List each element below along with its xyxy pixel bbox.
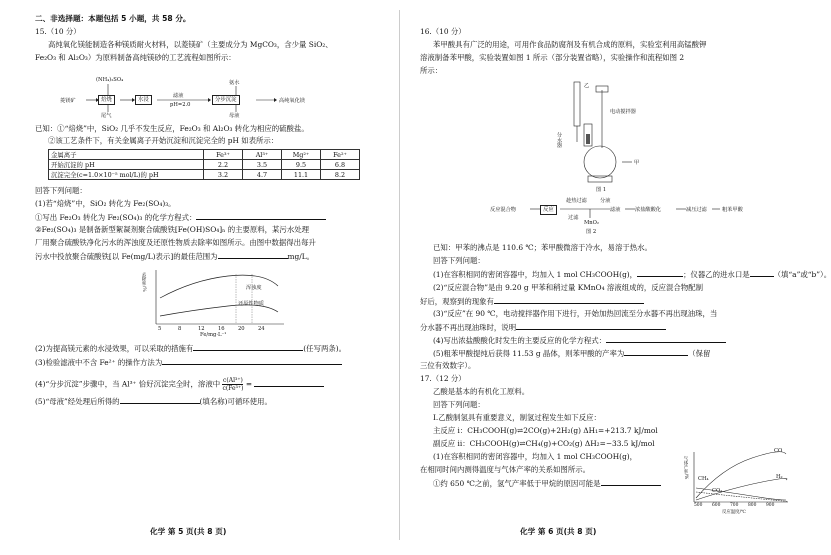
q15-part-2 [35, 343, 346, 353]
q17-part-1b: 在相同时间内测得温度与气体产率的关系如图所示。 [420, 465, 590, 474]
q16-number: 16.（10 分） [420, 27, 466, 36]
q15-part-4-equals: = [245, 379, 253, 389]
q16-part-3b [420, 322, 666, 332]
answer-blank[interactable] [516, 322, 666, 330]
gas-yield-chart [682, 448, 792, 516]
co2-curve [696, 492, 787, 501]
label-stirrer: 电动搅拌器 [610, 109, 636, 115]
flow-filtrate: 滤液 [173, 93, 184, 99]
q15-part-1b-line-3 [35, 251, 314, 261]
q15-intro-line-2: Fe₂O₃ 和 Al₂O₃）为原料制备高纯镁砂的工艺流程如图所示： [35, 53, 236, 62]
label-a-flask: 甲 [634, 160, 640, 166]
chart17-x-tick: 600 [712, 503, 721, 508]
answer-blank[interactable] [606, 335, 726, 343]
process-flow-diagram [60, 78, 380, 120]
procedure-flow-diagram [490, 196, 790, 236]
answer-blank[interactable] [750, 269, 774, 277]
q16-intro-line-3: 所示： [420, 66, 443, 75]
table-header-row [49, 150, 360, 160]
table-cell: Fe³⁺ [204, 150, 243, 160]
figure-2-caption: 图 2 [586, 229, 597, 235]
q15-part-1a-text: ①写出 Fe₂O₃ 转化为 Fe₂(SO₄)₃ 的化学方程式： [35, 213, 197, 222]
chart-y-label: 去除率/% [141, 272, 146, 292]
flow-step-acidify: 浓盐酸酸化 [635, 207, 661, 213]
flow-start: 反应混合物 [490, 207, 516, 213]
q16-known: 已知：甲苯的沸点是 110.6 ℃；苯甲酸微溶于冷水，易溶于热水。 [433, 243, 652, 252]
q17-section-1: Ⅰ.乙酸制氢具有重要意义，制氢过程发生如下反应： [433, 413, 601, 422]
q15-part-1b-unit: mg/L。 [287, 252, 315, 261]
flow-step-roast: 焙烧 [98, 95, 115, 105]
flow-above-separate: 分液 [600, 198, 611, 204]
flow-product: 高纯氧化镁 [279, 98, 305, 104]
flow-step-filter: 过滤 [568, 215, 579, 221]
q17-reaction-2: 副反应 ii：CH₃COOH(g)⇌CH₄(g)+CO₂(g) ΔH₂=−33.5 kJ/mol [433, 439, 655, 448]
q16-part-1-text: (1)在容积相同的密闭容器中，均加入 1 mol CH₃COOH(g)， [433, 270, 638, 279]
ph-table [48, 149, 360, 180]
answer-blank[interactable] [196, 212, 326, 220]
apparatus-drawing [550, 76, 670, 194]
chart-x-label: Fe/mg·L⁻¹ [200, 332, 227, 338]
table-cell: 11.1 [282, 170, 321, 180]
table-cell: Fe²⁺ [321, 150, 360, 160]
table-cell: Mg²⁺ [282, 150, 321, 160]
page-footer: 化学 第 6 页(共 8 页) [520, 527, 597, 536]
q16-part-5b: 三位有效数字）。 [420, 361, 476, 370]
fraction-denominator: c(Fe³⁺) [222, 385, 244, 392]
answer-blank[interactable] [162, 357, 342, 365]
known-2: ②该工艺条件下，有关金属离子开始沉淀和沉淀完全的 pH 如表所示： [48, 136, 279, 145]
q15-part-5-tail: (填名称)可循环使用。 [199, 397, 272, 406]
table-cell: 9.5 [282, 160, 321, 170]
q16-part-1 [433, 269, 831, 279]
ch4-curve [696, 488, 786, 500]
q16-part-4 [433, 335, 726, 345]
q16-intro-line-2: 溶液制备苯甲酸，实验装置如图 1 所示（部分装置省略），实验操作和流程如图 2 [420, 53, 685, 62]
q17-intro: 乙酸是基本的有机化工原料。 [433, 387, 530, 396]
flow-above-hot-filter: 趁热过滤 [566, 198, 587, 204]
figure-1-caption: 图 1 [596, 187, 607, 193]
flow-tail-gas: 尾气 [101, 113, 112, 119]
chart-legend-turbidity: 浑浊度 [246, 285, 262, 291]
flow-raw-material: 菱镁矿 [60, 98, 76, 104]
answer-blank[interactable] [120, 396, 200, 404]
q16-part-1-tail: （填“a”或“b”）。 [773, 270, 831, 279]
q16-part-4-text: (4)写出浓盐酸酸化时发生的主要反应的化学方程式： [433, 336, 607, 345]
flow-filtrate-ph: pH=2.0 [170, 102, 191, 108]
q15-part-4-text: (4)“分步沉淀”步骤中，当 Al³⁺ 恰好沉淀完全时，溶液中 [35, 379, 221, 389]
label-water-separator: 分水器 [556, 132, 562, 148]
flow-step-react: 反应 [540, 205, 557, 215]
known-1: 已知：①“焙烧”中，SiO₂ 几乎不发生反应，Fe₂O₃ 和 Al₂O₃ 转化为相应的硫酸盐。 [35, 124, 309, 133]
q15-part-1b-line-2: 厂用聚合硫酸铁净化污水的浑浊度及还原性物质去除率如图所示。由图中数据得出每升 [35, 238, 316, 247]
chart-x-tick: 24 [258, 326, 265, 332]
q16-part-3: (3)“反应”在 90 ℃，电动搅拌器作用下进行，开始加热回流至分水器不再出现油珠，当 [433, 309, 718, 318]
chart17-x-tick: 500 [694, 503, 703, 508]
q15-part-3-text: (3)检验滤液中不含 Fe²⁺ 的操作方法为 [35, 358, 163, 367]
flow-step-crude-acid: 粗苯甲酸 [722, 207, 743, 213]
chart-x-tick: 12 [198, 326, 205, 332]
page-5 [0, 0, 400, 555]
table-cell: 3.5 [243, 160, 282, 170]
chart17-series-co2: CO₂ [712, 488, 723, 494]
table-cell: 6.8 [321, 160, 360, 170]
q17-part-1c-text: ①约 650 ℃之前，氢气产率低于甲烷的原因可能是 [433, 479, 601, 488]
answer-blank[interactable] [218, 251, 288, 259]
answer-blank[interactable] [193, 343, 303, 351]
chart-x-tick: 5 [158, 326, 162, 332]
answer-blank[interactable] [637, 269, 683, 277]
q15-part-4 [35, 377, 324, 392]
table-cell: 2.2 [204, 160, 243, 170]
chart17-x-label: 反应温度/℃ [722, 510, 746, 515]
chart-x-tick: 8 [178, 326, 182, 332]
flow-step-filtrate: 滤液 [610, 207, 621, 213]
answer-blank[interactable] [601, 478, 661, 486]
chart17-series-co: CO [774, 448, 783, 454]
chart-x-tick: 20 [238, 326, 245, 332]
fraction-numerator: c(Al³⁺) [223, 377, 243, 384]
table-cell: 4.7 [243, 170, 282, 180]
flow-step-leach: 水浸 [135, 95, 152, 105]
answer-blank[interactable] [254, 379, 324, 387]
q16-prompt: 回答下列问题： [433, 256, 485, 265]
flow-step-vacuum-filter: 减压过滤 [686, 207, 707, 213]
chart17-y-label: 气体产率/% [683, 456, 688, 480]
table-row [49, 160, 360, 170]
q15-intro-line-1: 高纯氧化镁能制造各种镁质耐火材料，以菱镁矿（主要成分为 MgCO₃，含少量 SiO₂、 [48, 40, 333, 49]
answer-blank[interactable] [624, 348, 688, 356]
flow-below-mno2: MnO₂ [584, 220, 599, 226]
apparatus-figure [550, 76, 670, 194]
removal-rate-chart [138, 266, 288, 338]
label-b-condenser: 乙 [584, 83, 590, 89]
q15-number: 15.（10 分） [35, 27, 81, 36]
q16-part-1-mid: ；仪器乙的进水口是 [683, 270, 750, 279]
table-cell: 8.2 [321, 170, 360, 180]
q16-intro-line-1: 苯甲酸具有广泛的用途，可用作食品防腐剂及有机合成的原料，实验室利用高锰酸钾 [433, 40, 707, 49]
q16-part-2: (2)“反应混合物”是由 9.20 g 甲苯和稍过量 KMnO₄ 溶液组成的，反应混合物配制 [433, 283, 703, 292]
flow-ammonia: 氨水 [229, 80, 240, 86]
q16-part-2b-text: 好后，观察到的现象有 [420, 297, 494, 306]
co-curve [696, 452, 786, 498]
page-footer: 化学 第 5 页(共 8 页) [150, 527, 227, 536]
table-cell: 3.2 [204, 170, 243, 180]
q15-fraction [222, 377, 243, 392]
chart17-x-tick: 900 [766, 503, 775, 508]
q15-part-1b-text: 污水中投放聚合硫酸铁[以 Fe(mg/L)表示]的最佳范围为 [35, 252, 218, 261]
q15-part-5 [35, 396, 272, 406]
section-heading: 二、非选择题：本题包括 5 小题，共 58 分。 [35, 14, 191, 23]
table-row [49, 170, 360, 180]
flow-step-precipitate: 分步沉淀 [212, 95, 240, 105]
chart17-x-tick: 800 [748, 503, 757, 508]
flow-mother-liquor: 母液 [229, 113, 240, 119]
flow-reagent: (NH₄)₂SO₄ [96, 77, 124, 83]
page-6 [400, 0, 831, 555]
q17-reaction-1: 主反应 i：CH₃COOH(g)⇌2CO(g)+2H₂(g) ΔH₁=+213.7 kJ/mol [433, 426, 658, 435]
q15-part-1: (1)若“焙烧”中，SiO₂ 转化为 Fe₂(SO₄)₃。 [35, 199, 176, 208]
q15-part-5-text: (5)“母液”经处理后所得的 [35, 397, 120, 406]
q17-number: 17.（12 分） [420, 374, 466, 383]
chart17-series-ch4: CH₄ [698, 476, 709, 482]
q16-part-5-text: (5)粗苯甲酸提纯后获得 11.53 g 晶体，则苯甲酸的产率为 [433, 349, 625, 358]
q17-prompt: 回答下列问题： [433, 400, 485, 409]
q16-part-3b-text: 分水器不再出现油珠时，说明 [420, 323, 517, 332]
q15-part-2-text: (2)为提高镁元素的水浸效果，可以采取的措施有 [35, 344, 194, 353]
table-cell: 沉淀完全(c=1.0×10⁻⁵ mol/L)的 pH [49, 170, 204, 180]
q17-part-1c [433, 478, 661, 488]
procedure-flow-arrows [490, 196, 790, 236]
answer-prompt: 回答下列问题： [35, 186, 87, 195]
table-cell: Al³⁺ [243, 150, 282, 160]
answer-blank[interactable] [494, 296, 644, 304]
q15-part-3 [35, 357, 342, 367]
chart-legend-reductant: 还原性物质 [238, 301, 264, 307]
chart17-x-tick: 700 [730, 503, 739, 508]
chart-x-tick: 16 [218, 326, 225, 332]
q15-part-1a [35, 212, 326, 222]
q16-part-2b [420, 296, 644, 306]
q17-part-1: (1)在容积相同的密闭容器中，均加入 1 mol CH₃COOH(g)， [433, 452, 638, 461]
q15-part-2-tail: (任写两条)。 [303, 344, 347, 353]
q16-part-5-tail: （保留 [688, 349, 711, 358]
q16-part-5 [433, 348, 710, 358]
chart17-series-h2: H₂ [776, 474, 783, 480]
table-cell: 金属离子 [49, 150, 204, 160]
table-cell: 开始沉淀的 pH [49, 160, 204, 170]
q15-part-1b-line-1: ②Fe₂(SO₄)₃ 是制备新型絮凝剂聚合硫酸铁[Fe(OH)SO₄]ₙ 的主要原料，某污水处理 [35, 225, 309, 234]
